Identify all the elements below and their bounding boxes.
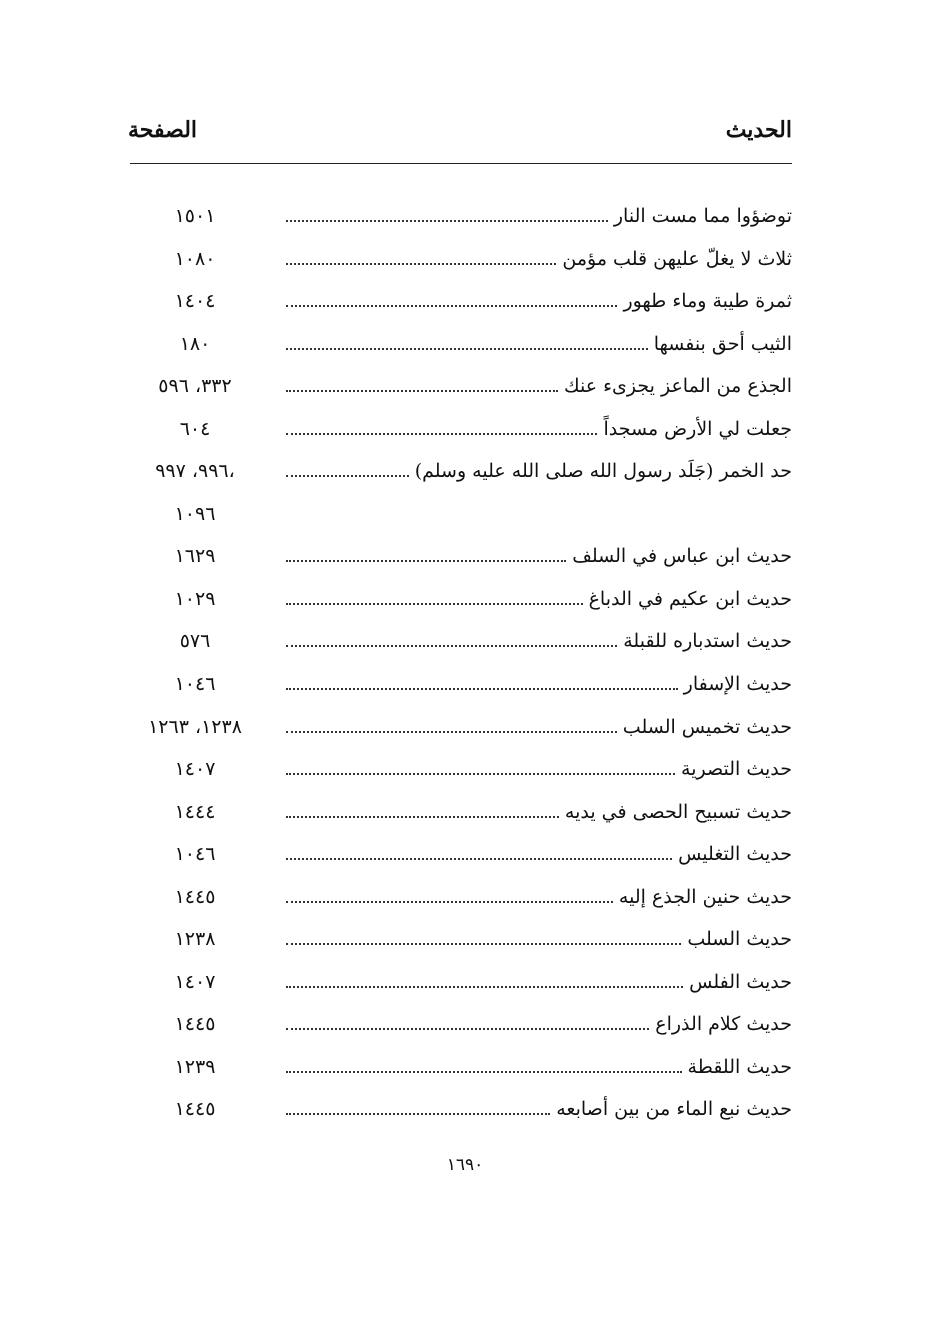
hadith-title: حديث استدباره للقبلة	[623, 630, 792, 653]
hadith-title: ثمرة طيبة وماء طهور	[623, 290, 792, 313]
dot-leader	[286, 419, 597, 435]
index-entry	[130, 409, 792, 452]
entry-title-row	[286, 627, 792, 655]
index-entry	[130, 536, 792, 579]
hadith-title: حديث السلب	[687, 928, 792, 951]
hadith-title: حديث تسبيح الحصى في يديه	[564, 800, 792, 823]
page-reference: ١٤٠٧	[174, 758, 216, 781]
dot-leader	[286, 972, 683, 988]
page-column-heading: الصفحة	[128, 117, 198, 143]
entry-title-row	[286, 840, 792, 868]
hadith-title: حديث ابن عباس في السلف	[572, 545, 792, 568]
page-reference: ١٨٠	[179, 332, 211, 355]
dot-leader	[286, 206, 608, 222]
hadith-title: حديث ابن عكيم في الدباغ	[588, 587, 792, 610]
index-entry	[130, 1089, 792, 1132]
hadith-title: ثلاث لا يغلّ عليهن قلب مؤمن	[562, 247, 792, 270]
entry-title-row	[286, 542, 792, 570]
page-reference: ١٤٤٤	[174, 800, 216, 823]
dot-leader	[286, 461, 409, 477]
index-entry	[130, 749, 792, 792]
hadith-title: حديث حنين الجذع إليه	[618, 885, 792, 908]
entry-title-row	[286, 925, 792, 953]
index-entry	[130, 877, 792, 920]
dot-leader	[286, 546, 566, 562]
entry-title-row	[286, 1053, 792, 1081]
page-reference: ١٠٤٦	[174, 843, 216, 866]
entry-title-row	[286, 202, 792, 230]
index-entry	[130, 621, 792, 664]
page-reference: ١٢٣٨، ١٢٦٣	[148, 715, 242, 738]
entry-title-row	[286, 372, 792, 400]
hadith-title: حد الخمر (جَلَد رسول الله صلى الله عليه وسلم)	[414, 460, 792, 483]
entry-title-row	[286, 415, 792, 443]
page-reference: ١٠٤٦	[174, 673, 216, 696]
page-reference: ١٤٤٥	[174, 1013, 216, 1036]
dot-leader	[286, 1014, 649, 1030]
page-reference: ١٠٢٩	[174, 587, 216, 610]
hadith-title: الجذع من الماعز يجزىء عنك	[563, 375, 792, 398]
page-reference: ١٠٨٠	[174, 247, 216, 270]
hadith-title: حديث التغليس	[678, 843, 792, 866]
dot-leader	[286, 291, 617, 307]
index-entry	[130, 707, 792, 750]
hadith-title: الثيب أحق بنفسها	[653, 332, 792, 355]
dot-leader	[286, 844, 672, 860]
dot-leader	[286, 376, 558, 392]
dot-leader	[286, 674, 678, 690]
entry-title-row	[286, 670, 792, 698]
entry-title-row	[286, 1010, 792, 1038]
hadith-title: حديث التصرية	[681, 758, 792, 781]
index-entry	[130, 579, 792, 622]
page-reference: ٣٣٢، ٥٩٦	[158, 375, 232, 398]
hadith-index-list	[130, 196, 792, 1132]
page-reference: ١٤٤٥	[174, 885, 216, 908]
index-entry	[130, 664, 792, 707]
dot-leader	[286, 717, 617, 733]
dot-leader	[286, 1057, 682, 1073]
index-entry	[130, 1004, 792, 1047]
page-reference: ١٢٣٩	[174, 1055, 216, 1078]
index-entry	[130, 281, 792, 324]
index-entry	[130, 366, 792, 409]
entry-title-row	[286, 968, 792, 996]
index-entry	[130, 196, 792, 239]
page-reference: ٩٩٦، ٩٩٧،	[155, 460, 235, 483]
page-reference: ١٦٢٩	[174, 545, 216, 568]
index-entry	[130, 919, 792, 962]
index-entry	[130, 962, 792, 1005]
index-entry	[130, 792, 792, 835]
entry-title-row	[286, 287, 792, 315]
index-entry	[130, 324, 792, 367]
dot-leader	[286, 589, 583, 605]
page-reference: ١٤٠٤	[174, 290, 216, 313]
page-reference: ٦٠٤	[179, 417, 211, 440]
hadith-title: جعلت لي الأرض مسجداً	[603, 417, 792, 440]
page-number: ١٦٩٠	[446, 1155, 484, 1175]
index-entry	[130, 1047, 792, 1090]
dot-leader	[286, 1099, 550, 1115]
entry-title-row	[286, 585, 792, 613]
dot-leader	[286, 929, 681, 945]
entry-title-row	[286, 245, 792, 273]
hadith-title: حديث الإسفار	[683, 673, 792, 696]
page-reference: ١٥٠١	[174, 205, 216, 227]
dot-leader	[286, 759, 675, 775]
hadith-title: حديث تخميس السلب	[622, 715, 792, 738]
page-reference: ١٢٣٨	[174, 928, 216, 951]
index-entry	[130, 494, 792, 537]
entry-title-row	[286, 713, 792, 741]
entry-title-row	[286, 330, 792, 358]
dot-leader	[286, 249, 556, 265]
page-reference: ١٠٩٦	[174, 502, 216, 525]
hadith-title: حديث اللقطة	[687, 1055, 792, 1078]
entry-title-row	[286, 798, 792, 826]
hadith-title: حديث كلام الذراع	[655, 1013, 792, 1036]
index-entry	[130, 834, 792, 877]
dot-leader	[286, 631, 617, 647]
page-reference: ٥٧٦	[179, 630, 211, 653]
header-rule	[130, 163, 792, 164]
page-reference: ١٤٤٥	[174, 1098, 216, 1121]
page-reference: ١٤٠٧	[174, 970, 216, 993]
entry-title-row	[286, 1095, 792, 1123]
dot-leader	[286, 334, 648, 350]
index-entry	[130, 451, 792, 494]
entry-title-row	[286, 457, 792, 485]
dot-leader	[286, 887, 613, 903]
hadith-title: حديث الفلس	[689, 970, 792, 993]
entry-title-row	[286, 755, 792, 783]
entry-title-row	[286, 883, 792, 911]
hadith-title: توضؤوا مما مست النار	[613, 205, 792, 227]
dot-leader	[286, 802, 559, 818]
hadith-title: حديث نبع الماء من بين أصابعه	[556, 1098, 792, 1121]
index-entry	[130, 239, 792, 282]
page-header	[128, 110, 792, 150]
hadith-column-heading: الحديث	[725, 117, 792, 143]
